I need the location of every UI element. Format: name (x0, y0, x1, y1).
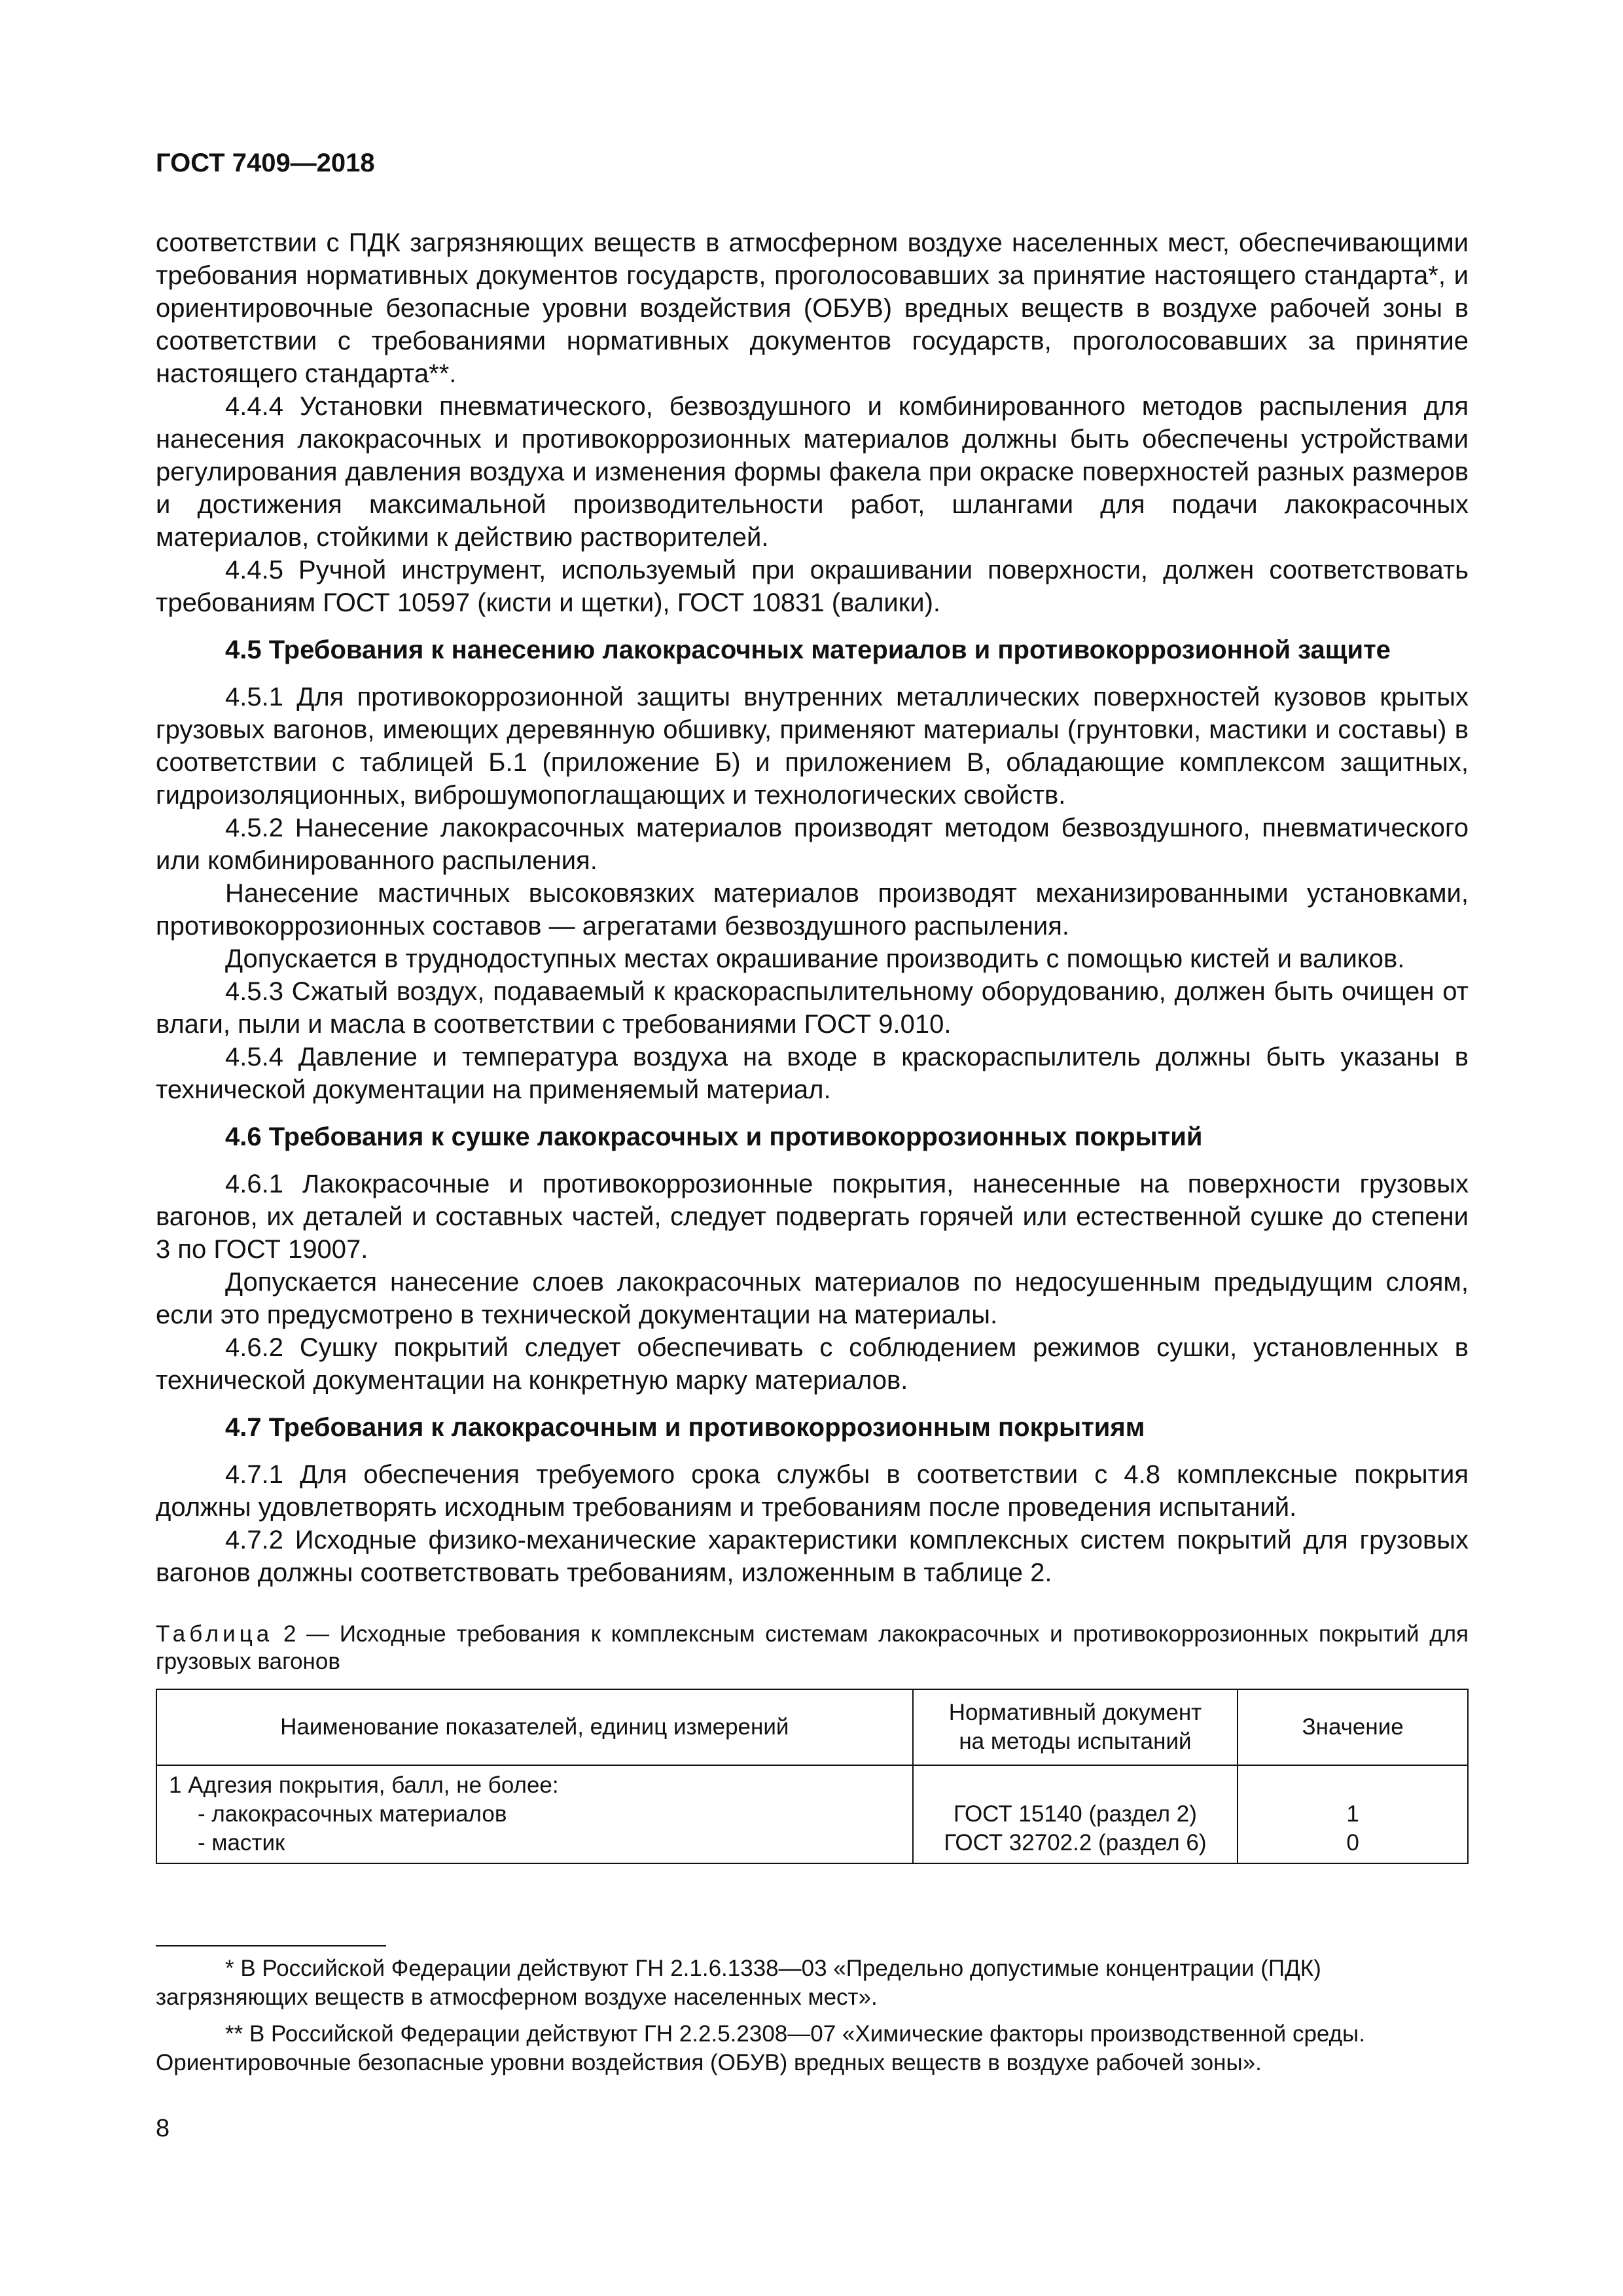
paragraph-4-5-2: 4.5.2 Нанесение лакокрасочных материалов производят методом безвоздушного, пневматического или комбинированного распыления. (156, 814, 1469, 875)
row-indicator-cell (156, 1765, 913, 1863)
paragraph-4-6-2: 4.6.2 Сушку покрытий следует обеспечивать с соблюдением режимов сушки, установленных в технической документации на конкретную марку материалов. (156, 1333, 1469, 1395)
row-adhesion-label: 1 Адгезия покрытия, балл, не более: (169, 1772, 559, 1798)
paragraph-4-7-2: 4.7.2 Исходные физико-механические характеристики комплексных систем покрытий для грузовых вагонов должны соответствовать требованиям, изложенным в таблице 2. (156, 1526, 1469, 1587)
paragraph-4-6-1-layers: Допускается нанесение слоев лакокрасочных материалов по недосушенным предыдущим слоям, если это предусмотрено в технической документации на материалы. (156, 1268, 1469, 1329)
paragraph-4-5-3: 4.5.3 Сжатый воздух, подаваемый к краскораспылительному оборудованию, должен быть очищен от влаги, пыли и масла в соответствии с требованиями ГОСТ 9.010. (156, 977, 1469, 1039)
header-test-method-doc: Нормативный документ на методы испытаний (913, 1689, 1238, 1765)
page-number: 8 (156, 2115, 170, 2142)
paragraph-4-5-4: 4.5.4 Давление и температура воздуха на входе в краскораспылитель должны быть указаны в технической документации на применяемый материал. (156, 1043, 1469, 1104)
requirements-table (156, 1689, 1469, 1864)
table-caption-text: 2 — Исходные требования к комплексным системам лакокрасочных и противокоррозионных покрытий для грузовых вагонов (156, 1621, 1469, 1674)
paragraph-4-5-2-mastic: Нанесение мастичных высоковязких материалов производят механизированными установками, противокоррозионных составов — агрегатами безвоздушного распыления. (156, 879, 1469, 941)
row-paint-materials-doc: ГОСТ 15140 (раздел 2) (953, 1801, 1197, 1827)
header-indicator-name: Наименование показателей, единиц измерений (156, 1689, 913, 1765)
section-heading-4-7: 4.7 Требования к лакокрасочным и противокоррозионным покрытиям (225, 1413, 1145, 1442)
paragraph-continuation: соответствии с ПДК загрязняющих веществ в атмосферном воздухе населенных мест, обеспечивающими требования нормативных документов государств, проголосовавших за принятие настоящего стандарта*, и ориентировочные безопасные уровни воздействия (ОБУВ) вредных веществ в воздухе рабочей зоны в соответствии с требованиями нормативных документов государств, проголосовавших за принятие настоящего стандарта**. (156, 228, 1469, 388)
row-mastics-label: - мастик (198, 1830, 285, 1856)
paragraph-4-4-5: 4.4.5 Ручной инструмент, используемый при окрашивании поверхности, должен соответствовать требованиям ГОСТ 10597 (кисти и щетки), ГОСТ 10831 (валики). (156, 556, 1469, 617)
paragraph-4-5-1: 4.5.1 Для противокоррозионной защиты внутренних металлических поверхностей кузовов крытых грузовых вагонов, имеющих деревянную обшивку, применяют материалы (грунтовки, мастики и составы) в соответствии с таблицей Б.1 (приложение Б) и приложением В, обладающие комплексом защитных, гидроизоляционных, виброшумопоглащающих и технологических свойств. (156, 683, 1469, 810)
header-value: Значение (1238, 1689, 1468, 1765)
paragraph-4-5-2-brushes: Допускается в труднодоступных местах окрашивание производить с помощью кистей и валиков. (225, 944, 1405, 973)
paragraph-4-6-1: 4.6.1 Лакокрасочные и противокоррозионные покрытия, нанесенные на поверхности грузовых вагонов, их деталей и составных частей, следует подвергать горячей или естественной сушке до степени 3 по ГОСТ 19007. (156, 1170, 1469, 1264)
footnote-2: ** В Российской Федерации действуют ГН 2.2.5.2308—07 «Химические факторы производственной среды. Ориентировочные безопасные уровни воздействия (ОБУВ) вредных веществ в воздухе рабочей зоны». (156, 2021, 1365, 2075)
table-caption (156, 1621, 1469, 1676)
section-heading-4-6: 4.6 Требования к сушке лакокрасочных и противокоррозионных покрытий (225, 1122, 1203, 1151)
footnotes (156, 1954, 1469, 2085)
row-mastics-doc: ГОСТ 32702.2 (раздел 6) (944, 1830, 1207, 1856)
footnote-1: * В Российской Федерации действуют ГН 2.1.6.1338—03 «Предельно допустимые концентрации (ПДК) загрязняющих веществ в атмосферном воздухе населенных мест». (156, 1956, 1321, 2010)
document-header: ГОСТ 7409—2018 (156, 149, 375, 177)
row-paint-materials-value: 1 (1346, 1801, 1359, 1827)
row-value-cell (1238, 1765, 1468, 1863)
row-mastics-value: 0 (1346, 1830, 1359, 1856)
table-header-row (156, 1689, 1468, 1765)
footnote-divider (156, 1945, 386, 1946)
row-test-method-cell (913, 1765, 1238, 1863)
main-content (156, 226, 1469, 1864)
paragraph-4-7-1: 4.7.1 Для обеспечения требуемого срока службы в соответствии с 4.8 комплексные покрытия должны удовлетворять исходным требованиям и требованиям после проведения испытаний. (156, 1460, 1469, 1522)
table-row (156, 1765, 1468, 1863)
section-heading-4-5: 4.5 Требования к нанесению лакокрасочных материалов и противокоррозионной защите (225, 636, 1391, 664)
paragraph-4-4-4: 4.4.4 Установки пневматического, безвоздушного и комбинированного методов распыления для нанесения лакокрасочных и противокоррозионных материалов должны быть обеспечены устройствами регулирования давления воздуха и изменения формы факела при окраске поверхностей разных размеров и достижения максимальной производительности работ, шлангами для подачи лакокрасочных материалов, стойкими к действию растворителей. (156, 392, 1469, 552)
table-caption-label: Таблица (156, 1621, 274, 1647)
row-paint-materials-label: - лакокрасочных материалов (198, 1801, 507, 1827)
